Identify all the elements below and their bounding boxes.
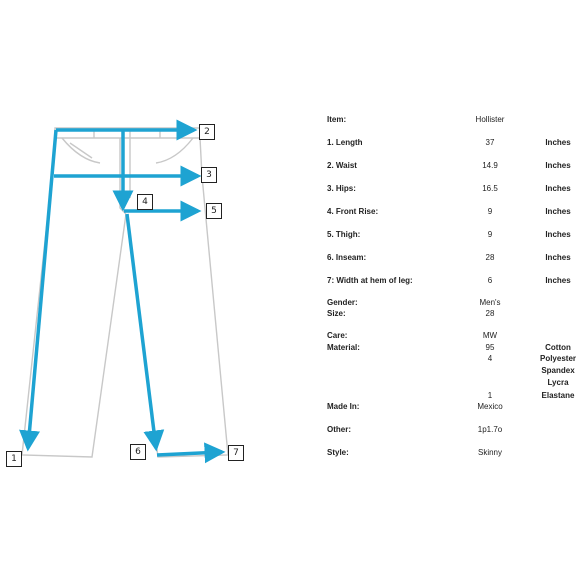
front-rise-unit: Inches <box>545 207 571 216</box>
thigh-value: 9 <box>487 230 493 239</box>
marker-4: 4 <box>137 194 153 210</box>
hem-label: 7: Width at hem of leg: <box>327 276 413 285</box>
marker-6: 6 <box>130 444 146 460</box>
item-label: Item: <box>327 115 347 124</box>
material-fiber-4: Lycra <box>547 378 569 387</box>
material-fiber-2: Polyester <box>539 354 577 363</box>
hips-value: 16.5 <box>482 184 498 193</box>
thigh-unit: Inches <box>545 230 571 239</box>
waist-label: 2. Waist <box>327 161 357 170</box>
other-value: 1p1.7o <box>477 425 503 434</box>
material-fiber-5: Elastane <box>541 391 575 400</box>
material-value-3: 1 <box>487 391 493 400</box>
inseam-label: 6. Inseam: <box>327 253 367 262</box>
care-label: Care: <box>327 331 348 340</box>
inseam-unit: Inches <box>545 253 571 262</box>
gender-value: Men's <box>479 298 501 307</box>
style-label: Style: <box>327 448 349 457</box>
made-in-label: Made In: <box>327 402 360 411</box>
size-label: Size: <box>327 309 346 318</box>
marker-1: 1 <box>6 451 22 467</box>
material-fiber-3: Spandex <box>541 366 575 375</box>
marker-7: 7 <box>228 445 244 461</box>
material-label: Material: <box>327 343 360 352</box>
gender-label: Gender: <box>327 298 358 307</box>
material-fiber-1: Cotton <box>545 343 571 352</box>
front-rise-value: 9 <box>487 207 493 216</box>
waist-value: 14.9 <box>482 161 498 170</box>
material-value-2: 4 <box>487 354 493 363</box>
front-rise-label: 4. Front Rise: <box>327 207 379 216</box>
care-value: MW <box>482 331 498 340</box>
hem-value: 6 <box>487 276 493 285</box>
length-label: 1. Length <box>327 138 363 147</box>
style-value: Skinny <box>477 448 502 457</box>
length-unit: Inches <box>545 138 571 147</box>
length-value: 37 <box>485 138 495 147</box>
inseam-value: 28 <box>485 253 495 262</box>
marker-5: 5 <box>206 203 222 219</box>
material-value-1: 95 <box>485 343 495 352</box>
marker-2: 2 <box>199 124 215 140</box>
hips-label: 3. Hips: <box>327 184 356 193</box>
waist-unit: Inches <box>545 161 571 170</box>
made-in-value: Mexico <box>477 402 503 411</box>
hem-unit: Inches <box>545 276 571 285</box>
size-value: 28 <box>485 309 495 318</box>
other-label: Other: <box>327 425 351 434</box>
item-value: Hollister <box>475 115 505 124</box>
hips-unit: Inches <box>545 184 571 193</box>
marker-3: 3 <box>201 167 217 183</box>
thigh-label: 5. Thigh: <box>327 230 361 239</box>
